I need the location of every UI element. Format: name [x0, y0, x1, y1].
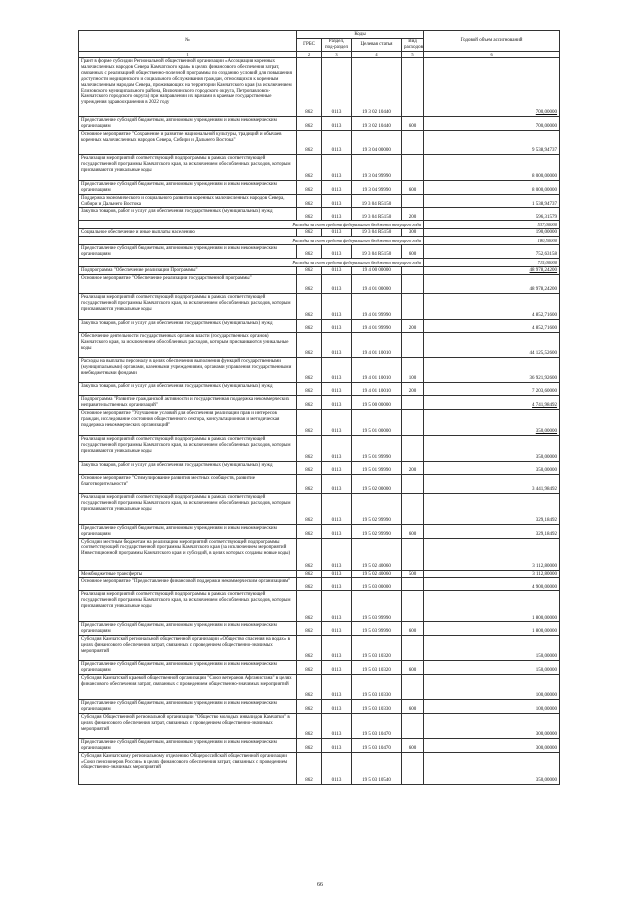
- row-razdel: 0113: [322, 661, 352, 675]
- row-grbs: 862: [297, 591, 322, 622]
- row-expense-type: [402, 752, 424, 784]
- row-name: Закупка товаров, работ и услуг для обеспечения государственных (муниципальных) нужд: [79, 319, 297, 332]
- table-row: [79, 332, 560, 357]
- row-expense-type: 100: [402, 357, 424, 382]
- row-expense-type: [402, 130, 424, 154]
- row-target-article: 19 5 01 99990: [352, 461, 402, 474]
- row-grbs: 862: [297, 117, 322, 131]
- row-razdel: 0113: [322, 332, 352, 357]
- budget-table-sheet: [78, 30, 559, 785]
- row-grbs: 862: [297, 245, 322, 259]
- row-amount: 350,00000: [424, 409, 560, 435]
- row-grbs: 862: [297, 636, 322, 661]
- row-razdel: 0113: [322, 752, 352, 784]
- table-row: [79, 357, 560, 382]
- row-grbs: 862: [297, 570, 322, 578]
- row-target-article: 19 5 03 10470: [352, 713, 402, 738]
- row-expense-type: 300: [402, 229, 424, 237]
- subrow-amount: 715,00000: [424, 258, 560, 266]
- row-grbs: 862: [297, 661, 322, 675]
- table-header-row: [79, 31, 560, 39]
- row-expense-type: [402, 194, 424, 208]
- row-razdel: 0113: [322, 357, 352, 382]
- row-grbs: 862: [297, 752, 322, 784]
- row-target-article: 19 4 01 10010: [352, 332, 402, 357]
- row-expense-type: [402, 154, 424, 180]
- row-razdel: 0113: [322, 180, 352, 194]
- row-amount: 700,00000: [424, 58, 560, 117]
- row-name: Субсидия Камчатской краевой общественной организации "Союз ветеранов Афганистана" в целях финансового обеспечения затрат, связанных с проведением общественно-значимых мероприятий: [79, 675, 297, 700]
- row-razdel: 0113: [322, 266, 352, 274]
- table-row: [79, 474, 560, 493]
- row-razdel: 0113: [322, 493, 352, 524]
- row-expense-type: [402, 474, 424, 493]
- row-name: Закупка товаров, работ и услуг для обеспечения государственных (муниципальных) нужд: [79, 461, 297, 474]
- subrow-amount: 537,00000: [424, 221, 560, 229]
- table-row: [79, 266, 560, 274]
- table-row: [79, 622, 560, 636]
- row-razdel: 0113: [322, 435, 352, 461]
- row-amount: 4 852,71600: [424, 319, 560, 332]
- row-razdel: 0113: [322, 229, 352, 237]
- table-row: [79, 700, 560, 714]
- row-razdel: 0113: [322, 622, 352, 636]
- row-name: Реализация мероприятий соответствующей подпрограммы в рамках соответствующей государственной программы Камчатского края, за исключением обособленных расходов, которым присваиваются уникальные коды: [79, 591, 297, 622]
- table-row: [79, 130, 560, 154]
- column-number: 5: [402, 52, 424, 58]
- row-grbs: 862: [297, 409, 322, 435]
- row-grbs: 862: [297, 578, 322, 591]
- row-name: Субсидия Камчатской региональной общественной организации «Общество спасения на водах» в целях финансового обеспечения затрат, связанных с проведением общественно-значимых мероприятий: [79, 636, 297, 661]
- row-expense-type: 600: [402, 245, 424, 259]
- row-grbs: 862: [297, 435, 322, 461]
- table-row: [79, 578, 560, 591]
- row-name: Расходы на выплаты персоналу в целях обеспечения выполнения функций государственными (муниципальными) органами, казенными учреждениями, органами управления государственными внебюджетными фондами: [79, 357, 297, 382]
- row-expense-type: [402, 538, 424, 570]
- row-grbs: 862: [297, 180, 322, 194]
- row-razdel: 0113: [322, 713, 352, 738]
- row-razdel: 0113: [322, 293, 352, 319]
- row-razdel: 0113: [322, 154, 352, 180]
- row-name: Закупка товаров, работ и услуг для обеспечения государственных (муниципальных) нужд: [79, 382, 297, 395]
- row-expense-type: 200: [402, 382, 424, 395]
- row-grbs: 862: [297, 266, 322, 274]
- table-row: [79, 461, 560, 474]
- row-razdel: 0113: [322, 591, 352, 622]
- row-target-article: 19 3 02 10440: [352, 117, 402, 131]
- row-amount: 9 538,94737: [424, 130, 560, 154]
- row-name: Предоставление субсидий бюджетным, автономным учреждениям и иным некоммерческим организациям: [79, 524, 297, 538]
- row-grbs: 862: [297, 524, 322, 538]
- row-amount: 190,00000: [424, 229, 560, 237]
- row-grbs: 862: [297, 293, 322, 319]
- row-grbs: 862: [297, 474, 322, 493]
- row-name: Реализация мероприятий соответствующей подпрограммы в рамках соответствующей государственной программы Камчатского края, за исключением обособленных расходов, которым присваиваются уникальные коды: [79, 435, 297, 461]
- row-target-article: 19 5 01 00000: [352, 409, 402, 435]
- table-row: [79, 713, 560, 738]
- row-amount: 150,00000: [424, 636, 560, 661]
- table-row: [79, 208, 560, 221]
- row-razdel: 0113: [322, 700, 352, 714]
- row-amount: 350,00000: [424, 461, 560, 474]
- row-razdel: 0113: [322, 245, 352, 259]
- row-name: Основное мероприятие "Обеспечение реализации государственной программы": [79, 274, 297, 293]
- row-target-article: 19 5 03 10540: [352, 752, 402, 784]
- table-row: [79, 245, 560, 259]
- row-expense-type: 200: [402, 461, 424, 474]
- row-grbs: 862: [297, 208, 322, 221]
- table-row: [79, 538, 560, 570]
- row-amount: 329,18492: [424, 524, 560, 538]
- row-grbs: 862: [297, 154, 322, 180]
- row-name: Обеспечение деятельности государственных органов власти (государственных органов) Камчатского края, за исключением обособленных расходов, которым присваиваются уникальные коды: [79, 332, 297, 357]
- row-target-article: 19 5 03 99990: [352, 622, 402, 636]
- row-name: Реализация мероприятий соответствующей подпрограммы в рамках соответствующей государственной программы Камчатского края, за исключением обособленных расходов, которым присваиваются уникальные коды: [79, 493, 297, 524]
- row-target-article: 19 5 03 00000: [352, 578, 402, 591]
- row-expense-type: 600: [402, 524, 424, 538]
- row-amount: 8 000,00000: [424, 154, 560, 180]
- row-target-article: 19 5 02 40060: [352, 538, 402, 570]
- row-target-article: 19 5 01 99990: [352, 435, 402, 461]
- row-name: Предоставление субсидий бюджетным, автономным учреждениям и иным некоммерческим организациям: [79, 117, 297, 131]
- row-expense-type: [402, 493, 424, 524]
- row-amount: 1 800,00000: [424, 622, 560, 636]
- row-amount: 3 112,80000: [424, 570, 560, 578]
- row-expense-type: 600: [402, 117, 424, 131]
- row-amount: 350,00000: [424, 435, 560, 461]
- row-grbs: 862: [297, 357, 322, 382]
- row-amount: 350,00000: [424, 752, 560, 784]
- row-expense-type: [402, 409, 424, 435]
- row-razdel: 0113: [322, 461, 352, 474]
- table-row: [79, 409, 560, 435]
- row-grbs: 862: [297, 395, 322, 409]
- table-row: [79, 675, 560, 700]
- row-amount: 100,00000: [424, 675, 560, 700]
- row-expense-type: [402, 274, 424, 293]
- row-grbs: 862: [297, 130, 322, 154]
- row-target-article: 19 5 03 10320: [352, 661, 402, 675]
- column-number: 3: [322, 52, 352, 58]
- row-grbs: 862: [297, 461, 322, 474]
- row-target-article: 19 5 03 99990: [352, 591, 402, 622]
- federal-funds-subrow: [79, 237, 560, 245]
- row-expense-type: [402, 713, 424, 738]
- row-razdel: 0113: [322, 409, 352, 435]
- row-razdel: 0113: [322, 319, 352, 332]
- row-amount: 4 900,00000: [424, 578, 560, 591]
- row-name: Предоставление субсидий бюджетным, автономным учреждениям и иным некоммерческим организациям: [79, 622, 297, 636]
- row-amount: 36 921,92600: [424, 357, 560, 382]
- row-expense-type: [402, 58, 424, 117]
- row-target-article: 19 5 02 99990: [352, 493, 402, 524]
- row-grbs: 862: [297, 538, 322, 570]
- row-razdel: 0113: [322, 636, 352, 661]
- row-expense-type: 200: [402, 208, 424, 221]
- row-razdel: 0113: [322, 524, 352, 538]
- table-row: [79, 661, 560, 675]
- header-annual-sum: Годовой объем ассигнований: [424, 31, 560, 52]
- row-razdel: 0113: [322, 570, 352, 578]
- table-row: [79, 395, 560, 409]
- row-target-article: 19 3 04 R5150: [352, 245, 402, 259]
- row-target-article: 19 5 02 00000: [352, 474, 402, 493]
- row-name: Социальное обеспечение и иные выплаты населению: [79, 229, 297, 237]
- row-amount: 1 800,00000: [424, 591, 560, 622]
- row-amount: 752,63158: [424, 245, 560, 259]
- row-grbs: 862: [297, 738, 322, 752]
- row-amount: 48 978,24200: [424, 274, 560, 293]
- row-target-article: 19 4 01 10010: [352, 382, 402, 395]
- row-target-article: 19 5 03 10320: [352, 636, 402, 661]
- row-amount: 48 978,24200: [424, 266, 560, 274]
- row-razdel: 0113: [322, 474, 352, 493]
- row-name: Субсидии местным бюджетам на реализацию мероприятий соответствующей подпрограммы соответствующей государственной программы Камчатского края (за исключением мероприятий Инвестиционной программы Камчатского края и субсидий, в целях которых созданы новые коды): [79, 538, 297, 570]
- federal-funds-subrow: [79, 221, 560, 229]
- row-target-article: 19 4 01 99990: [352, 293, 402, 319]
- row-target-article: 19 3 04 00000: [352, 130, 402, 154]
- row-grbs: 862: [297, 194, 322, 208]
- column-number: 1: [79, 52, 297, 58]
- row-name: Основное мероприятие "Стимулирование развития местных сообществ, развитие благотворительности": [79, 474, 297, 493]
- row-amount: 3 441,98492: [424, 474, 560, 493]
- row-target-article: 19 5 00 00000: [352, 395, 402, 409]
- row-grbs: 862: [297, 493, 322, 524]
- row-amount: 596,31579: [424, 208, 560, 221]
- row-target-article: 19 3 04 99990: [352, 180, 402, 194]
- table-row: [79, 570, 560, 578]
- row-target-article: 19 3 04 99990: [352, 154, 402, 180]
- subrow-note: Расходы за счет средств федерального бюджета текущего года: [79, 237, 424, 245]
- row-razdel: 0113: [322, 194, 352, 208]
- row-grbs: 862: [297, 319, 322, 332]
- row-amount: 150,00000: [424, 661, 560, 675]
- budget-table: [78, 30, 560, 785]
- table-row: [79, 319, 560, 332]
- row-expense-type: 600: [402, 622, 424, 636]
- column-number: 2: [297, 52, 322, 58]
- header-name: №: [79, 31, 297, 52]
- row-name: Грант в форме субсидии Региональной общественной организации «Ассоциация коренных малочисленных народов Севера Камчатского края» в целях финансового обеспечения затрат, связанных с реализацией общественно-полезной программы по созданию условий для повышения доступности медицинского и социального обслуживания граждан, относящихся к коренным малочисленным народам Севера, проживающих на территории Камчатского края (за исключением Елизовского муниципального района, Вилючинского городского округа, Петропавловск-Камчатского городского округа) при направлении их врачами в краевые государственные учреждения здравоохранения в 2022 году: [79, 58, 297, 117]
- header-codes-group: Коды: [297, 31, 424, 39]
- row-expense-type: [402, 675, 424, 700]
- row-expense-type: [402, 266, 424, 274]
- row-expense-type: [402, 435, 424, 461]
- table-row: [79, 524, 560, 538]
- row-name: Основное мероприятие "Предоставление финансовой поддержки некоммерческим организациям": [79, 578, 297, 591]
- row-name: Реализация мероприятий соответствующей подпрограммы в рамках соответствующей государственной программы Камчатского края, за исключением обособленных расходов, которым присваиваются уникальные коды: [79, 154, 297, 180]
- federal-funds-subrow: [79, 258, 560, 266]
- row-razdel: 0113: [322, 395, 352, 409]
- row-razdel: 0113: [322, 274, 352, 293]
- row-name: Предоставление субсидий бюджетным, автономным учреждениям и иным некоммерческим организациям: [79, 738, 297, 752]
- column-number: 6: [424, 52, 560, 58]
- row-name: Поддержка экономического и социального развития коренных малочисленных народов Севера, Сибири и Дальнего Востока: [79, 194, 297, 208]
- row-razdel: 0113: [322, 130, 352, 154]
- row-razdel: 0113: [322, 208, 352, 221]
- row-expense-type: 500: [402, 570, 424, 578]
- row-target-article: 19 3 02 10440: [352, 58, 402, 117]
- row-target-article: 19 3 04 R5150: [352, 208, 402, 221]
- row-name: Межбюджетные трансферты: [79, 570, 297, 578]
- table-row: [79, 274, 560, 293]
- row-razdel: 0113: [322, 382, 352, 395]
- table-row: [79, 493, 560, 524]
- row-amount: 4 741,98492: [424, 395, 560, 409]
- row-name: Подпрограмма "Развитие гражданской активности и государственная поддержка некоммерческих неправительственных организаций": [79, 395, 297, 409]
- row-amount: 4 852,71600: [424, 293, 560, 319]
- row-razdel: 0113: [322, 58, 352, 117]
- header-razdel: Раздел, под-раздел: [322, 39, 352, 52]
- row-grbs: 862: [297, 622, 322, 636]
- row-grbs: 862: [297, 675, 322, 700]
- row-razdel: 0113: [322, 675, 352, 700]
- row-expense-type: [402, 395, 424, 409]
- row-target-article: 19 4 01 99990: [352, 319, 402, 332]
- row-target-article: 19 3 04 R5150: [352, 194, 402, 208]
- row-name: Основное мероприятие "Улучшение условий для обеспечения реализации прав и интересов граждан, исследование состояния общественного сектора, консультационная и методическая поддержка некоммерческих организаций": [79, 409, 297, 435]
- row-razdel: 0113: [322, 538, 352, 570]
- table-row: [79, 180, 560, 194]
- row-expense-type: 600: [402, 700, 424, 714]
- row-grbs: 862: [297, 332, 322, 357]
- row-expense-type: [402, 591, 424, 622]
- row-expense-type: 600: [402, 738, 424, 752]
- row-amount: 100,00000: [424, 700, 560, 714]
- table-row: [79, 293, 560, 319]
- table-row: [79, 229, 560, 237]
- row-grbs: 862: [297, 700, 322, 714]
- row-amount: 1 538,94737: [424, 194, 560, 208]
- row-target-article: 19 4 01 10010: [352, 357, 402, 382]
- row-target-article: 19 5 03 10330: [352, 675, 402, 700]
- row-target-article: 19 5 03 10330: [352, 700, 402, 714]
- row-name: Основное мероприятие "Сохранение и развитие национальной культуры, традиций и обычаев коренных малочисленных народов Севера, Сибири и Дальнего Востока": [79, 130, 297, 154]
- row-razdel: 0113: [322, 117, 352, 131]
- row-expense-type: 600: [402, 661, 424, 675]
- row-name: Предоставление субсидий бюджетным, автономным учреждениям и иным некоммерческим организациям: [79, 661, 297, 675]
- row-target-article: 19 3 04 R5150: [352, 229, 402, 237]
- table-row: [79, 58, 560, 117]
- row-name: Предоставление субсидий бюджетным, автономным учреждениям и иным некоммерческим организациям: [79, 245, 297, 259]
- subrow-note: Расходы за счет средств федерального бюджета текущего года: [79, 221, 424, 229]
- row-target-article: 19 4 01 00000: [352, 274, 402, 293]
- row-expense-type: 200: [402, 319, 424, 332]
- row-amount: 300,00000: [424, 713, 560, 738]
- row-grbs: 862: [297, 274, 322, 293]
- row-razdel: 0113: [322, 738, 352, 752]
- row-expense-type: 600: [402, 180, 424, 194]
- table-row: [79, 154, 560, 180]
- row-grbs: 862: [297, 229, 322, 237]
- header-vid: Вид расходов: [402, 39, 424, 52]
- table-row: [79, 752, 560, 784]
- table-row: [79, 591, 560, 622]
- row-target-article: 19 5 02 40060: [352, 570, 402, 578]
- table-row: [79, 435, 560, 461]
- row-amount: 300,00000: [424, 738, 560, 752]
- row-target-article: 19 5 02 99990: [352, 524, 402, 538]
- row-grbs: 862: [297, 58, 322, 117]
- row-target-article: 19 4 00 00000: [352, 266, 402, 274]
- row-amount: 44 125,52600: [424, 332, 560, 357]
- subrow-amount: 180,50000: [424, 237, 560, 245]
- row-amount: 329,18492: [424, 493, 560, 524]
- row-expense-type: [402, 293, 424, 319]
- subrow-note: Расходы за счет средств федерального бюджета текущего года: [79, 258, 424, 266]
- header-target: Целевая статья: [352, 39, 402, 52]
- row-amount: 3 112,80000: [424, 538, 560, 570]
- column-number: 4: [352, 52, 402, 58]
- row-name: Закупка товаров, работ и услуг для обеспечения государственных (муниципальных) нужд: [79, 208, 297, 221]
- row-amount: 7 203,60000: [424, 382, 560, 395]
- row-grbs: 862: [297, 713, 322, 738]
- header-grbs: ГРБС: [297, 39, 322, 52]
- row-amount: 700,00000: [424, 117, 560, 131]
- row-expense-type: [402, 636, 424, 661]
- table-row: [79, 738, 560, 752]
- table-row: [79, 117, 560, 131]
- row-target-article: 19 5 03 10470: [352, 738, 402, 752]
- row-name: Предоставление субсидий бюджетным, автономным учреждениям и иным некоммерческим организациям: [79, 180, 297, 194]
- row-name: Реализация мероприятий соответствующей подпрограммы в рамках соответствующей государственной программы Камчатского края, за исключением обособленных расходов, которым присваиваются уникальные коды: [79, 293, 297, 319]
- table-row: [79, 636, 560, 661]
- table-row: [79, 194, 560, 208]
- row-name: Субсидия Общественной региональной организации "Общество молодых инвалидов Камчатки" в целях финансового обеспечения затрат, связанных с проведением общественно-значимых мероприятий: [79, 713, 297, 738]
- row-name: Подпрограмма "Обеспечение реализации Программы": [79, 266, 297, 274]
- row-razdel: 0113: [322, 578, 352, 591]
- page-number: 66: [317, 882, 323, 888]
- row-expense-type: [402, 578, 424, 591]
- row-name: Предоставление субсидий бюджетным, автономным учреждениям и иным некоммерческим организациям: [79, 700, 297, 714]
- row-amount: 8 000,00000: [424, 180, 560, 194]
- table-row: [79, 382, 560, 395]
- row-name: Субсидия Камчатскому региональному отделению Общероссийской общественной организации «Союз пенсионеров России» в целях финансового обеспечения затрат, связанных с проведением общественно-значимых мероприятий: [79, 752, 297, 784]
- row-grbs: 862: [297, 382, 322, 395]
- row-expense-type: [402, 332, 424, 357]
